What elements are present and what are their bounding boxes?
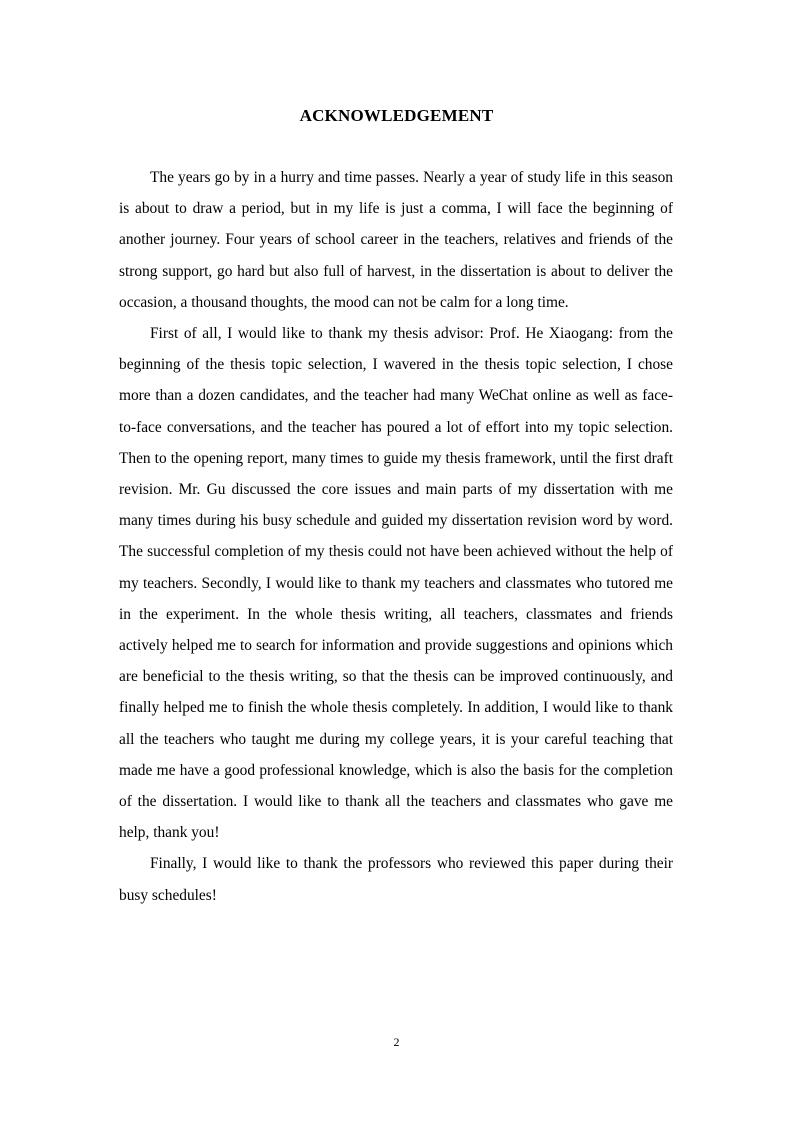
acknowledgement-body xyxy=(119,162,673,911)
paragraph-opening: The years go by in a hurry and time passes. Nearly a year of study life in this season is about to draw a period, but in my life is just a comma, I will face the beginning of another journey. Four years of school career in the teachers, relatives and friends of the strong support, go hard but also full of harvest, in the dissertation is about to deliver the occasion, a thousand thoughts, the mood can not be calm for a long time. xyxy=(119,169,673,311)
page-title: ACKNOWLEDGEMENT xyxy=(299,106,494,125)
paragraph-thanks-advisor: First of all, I would like to thank my thesis advisor: Prof. He Xiaogang: from the beginning of the thesis topic selection, I wavered in the thesis topic selection, I chose more than a dozen candidates, and the teacher had many WeChat online as well as face-to-face conversations, and the teacher has poured a lot of effort into my topic selection. Then to the opening report, many times to guide my thesis framework, until the first draft revision. Mr. Gu discussed the core issues and main parts of my dissertation with me many times during his busy schedule and guided my dissertation revision word by word. The successful completion of my thesis could not have been achieved without the help of my teachers. Secondly, I would like to thank my teachers and classmates who tutored me in the experiment. In the whole thesis writing, all teachers, classmates and friends actively helped me to search for information and provide suggestions and opinions which are beneficial to the thesis writing, so that the thesis can be improved continuously, and finally helped me to finish the whole thesis completely. In addition, I would like to thank all the teachers who taught me during my college years, it is your careful teaching that made me have a good professional knowledge, which is also the basis for the completion of the dissertation. I would like to thank all the teachers and classmates who gave me help, thank you! xyxy=(119,325,673,842)
page-number: 2 xyxy=(393,1035,400,1049)
paragraph-closing: Finally, I would like to thank the professors who reviewed this paper during their busy schedules! xyxy=(119,855,673,904)
